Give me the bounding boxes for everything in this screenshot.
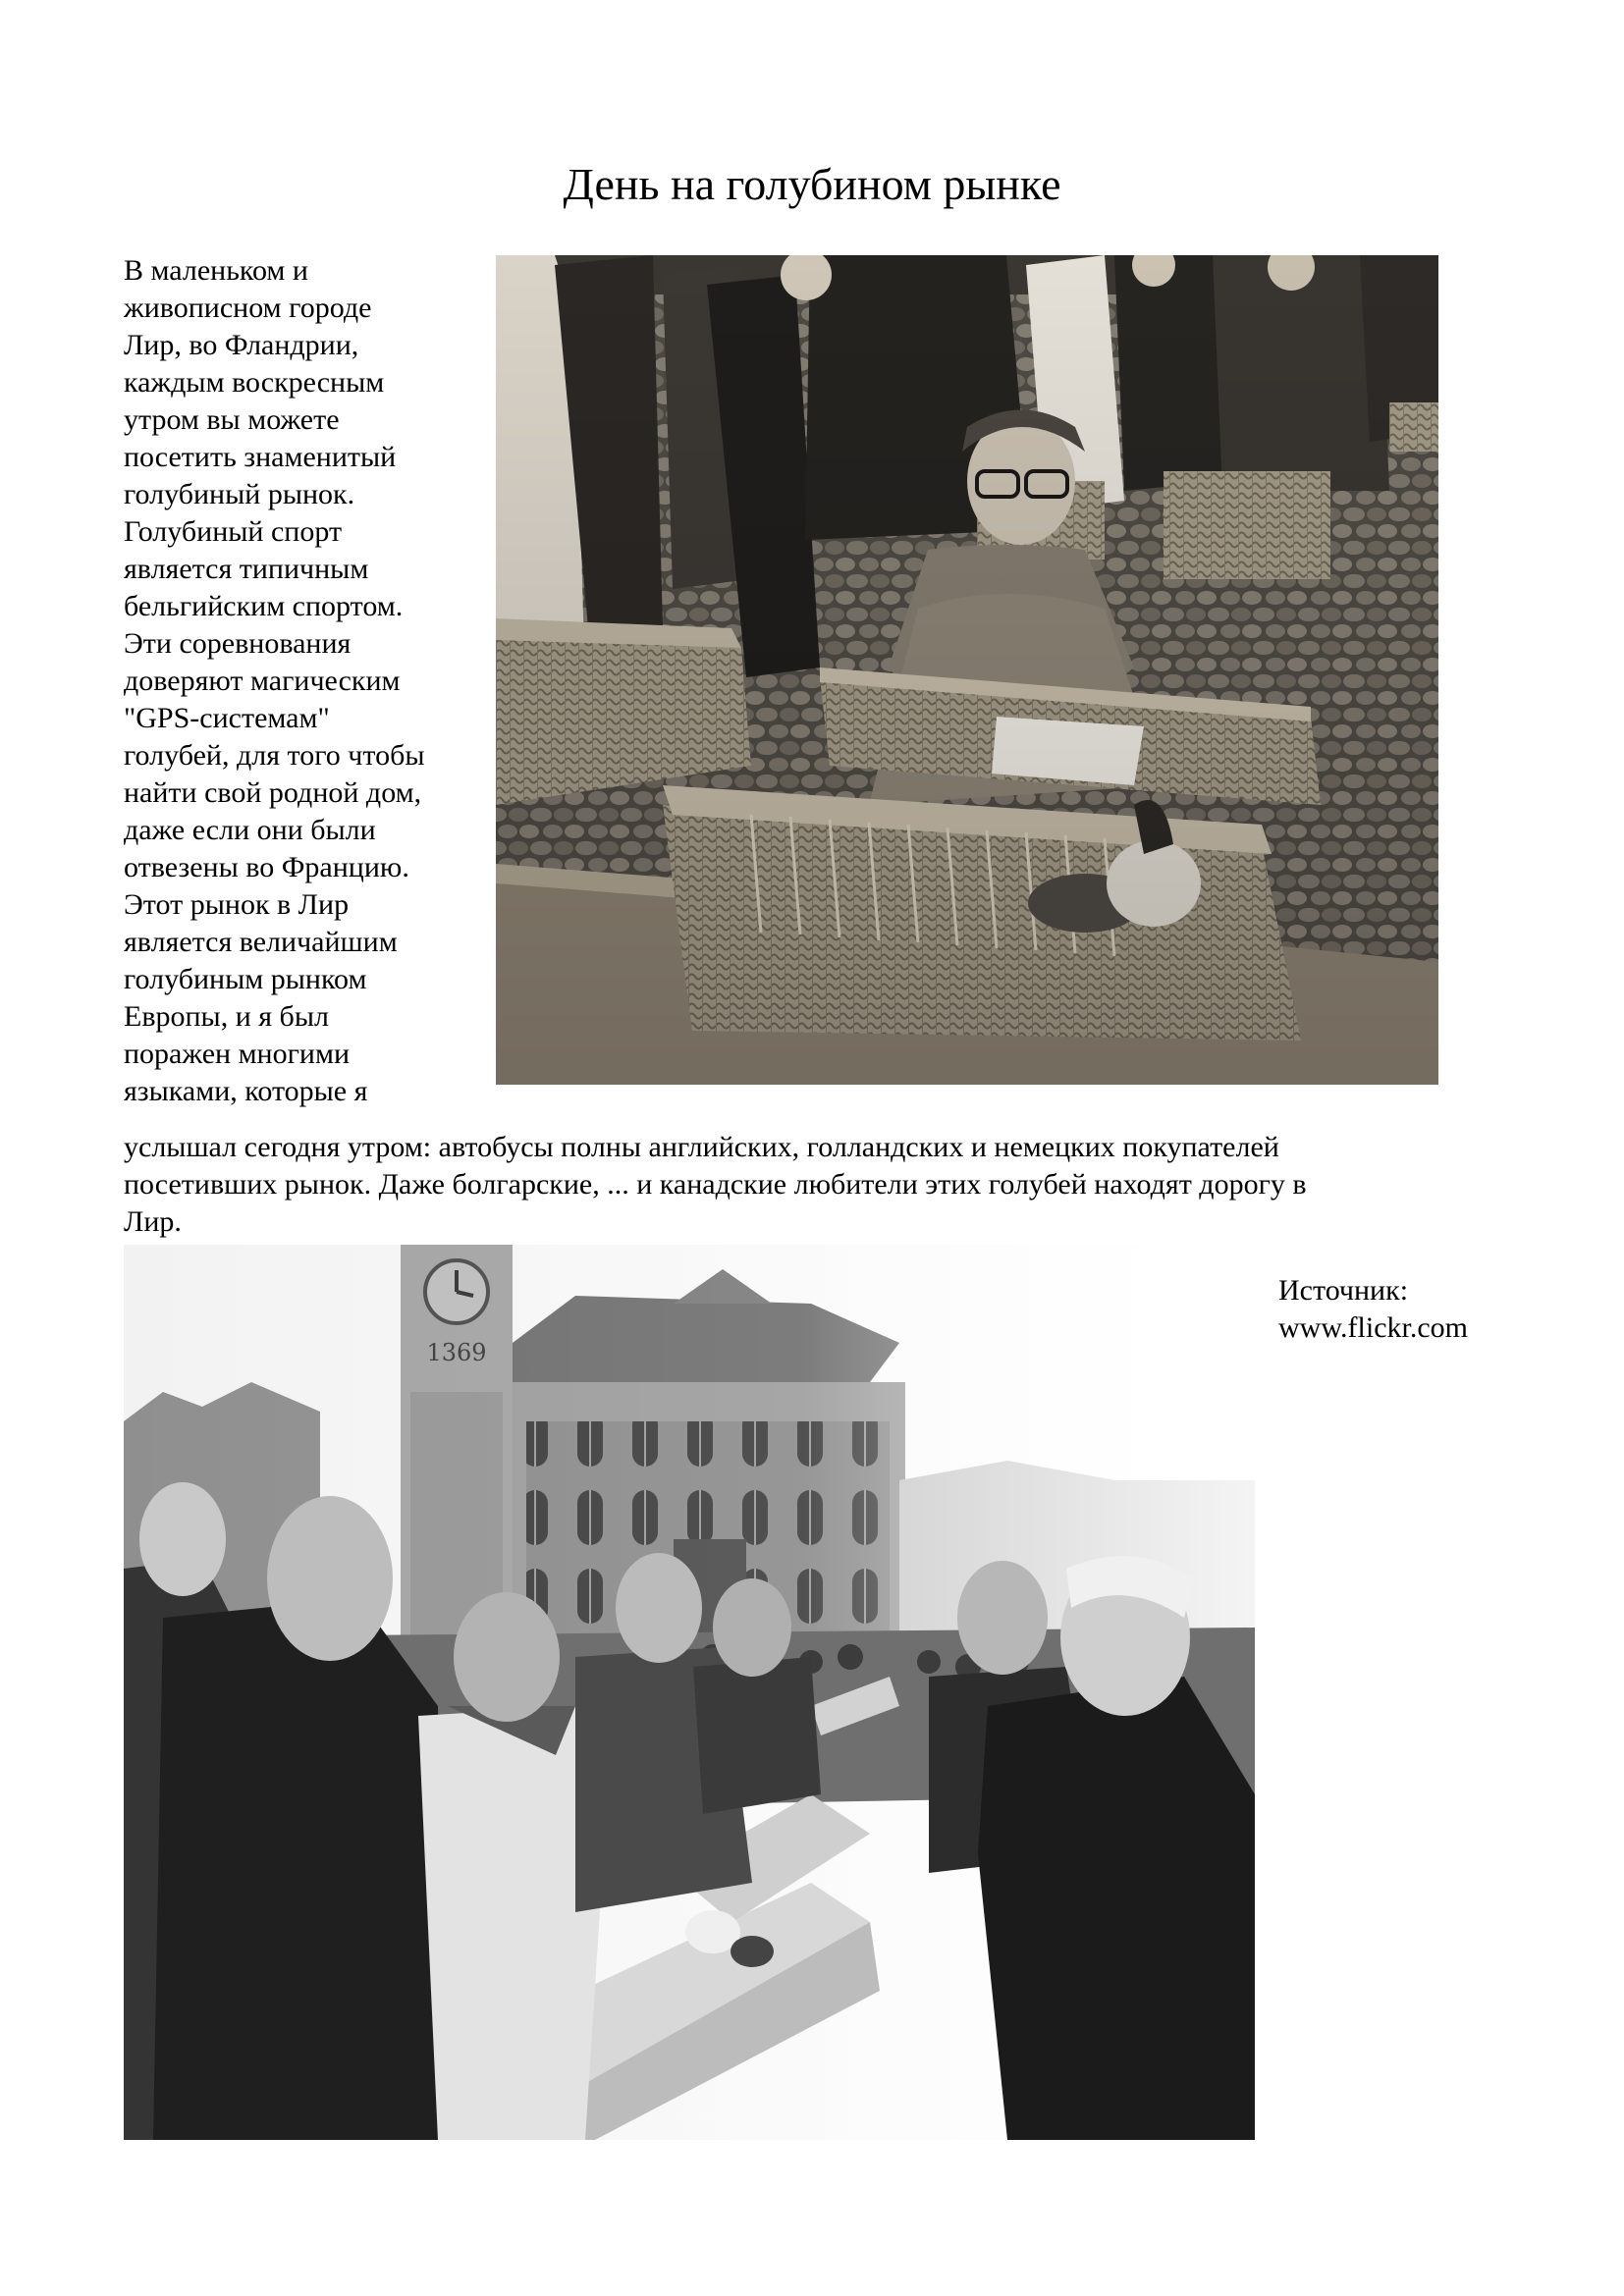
intro-line: голубей, для того чтобы bbox=[124, 739, 425, 772]
body-line: посетивших рынок. Даже болгарские, ... и канадские любители этих голубей находят дорогу в bbox=[124, 1168, 1307, 1201]
intro-line: В маленьком и bbox=[124, 254, 308, 287]
intro-line: поражен многими bbox=[124, 1038, 351, 1070]
intro-line: даже если они были bbox=[124, 814, 376, 846]
intro-line: голубиным рынком bbox=[124, 963, 367, 995]
intro-line: языками, которые я bbox=[124, 1075, 368, 1107]
intro-line: Лир, во Фландрии, bbox=[124, 329, 359, 361]
market-square-illustration bbox=[124, 1245, 1255, 2140]
source-link[interactable]: www.flickr.com bbox=[1278, 1311, 1469, 1344]
pigeon-basket-photo bbox=[496, 255, 1438, 1085]
intro-line: отвезены во Францию. bbox=[124, 851, 409, 883]
intro-line: Этот рынок в Лир bbox=[124, 888, 350, 921]
body-line: услышал сегодня утром: автобусы полны английских, голландских и немецких покупателей bbox=[124, 1131, 1279, 1163]
body-line: Лир. bbox=[124, 1205, 182, 1238]
intro-line: посетить знаменитый bbox=[124, 441, 397, 473]
source-label: Источник: bbox=[1278, 1274, 1409, 1307]
intro-line: является величайшим bbox=[124, 926, 398, 958]
intro-line: найти свой родной дом, bbox=[124, 776, 422, 809]
intro-line: голубиный рынок. bbox=[124, 478, 355, 510]
pigeon-basket-illustration bbox=[496, 255, 1438, 1085]
source-credit bbox=[1278, 1272, 1468, 1347]
intro-line: "GPS-системам" bbox=[124, 702, 330, 734]
intro-line: доверяют магическим bbox=[124, 665, 401, 697]
intro-line: является типичным bbox=[124, 553, 369, 585]
intro-line: Европы, и я был bbox=[124, 1000, 329, 1033]
intro-line: бельгийским спортом. bbox=[124, 590, 404, 622]
page-title: День на голубином рынке bbox=[563, 159, 1061, 209]
intro-line: каждым воскресным bbox=[124, 366, 385, 399]
market-square-photo bbox=[124, 1245, 1255, 2140]
intro-line: живописном городе bbox=[124, 292, 372, 324]
intro-line: Эти соревнования bbox=[124, 627, 352, 660]
intro-line: утром вы можете bbox=[124, 403, 340, 436]
intro-line: Голубиный спорт bbox=[124, 515, 343, 548]
